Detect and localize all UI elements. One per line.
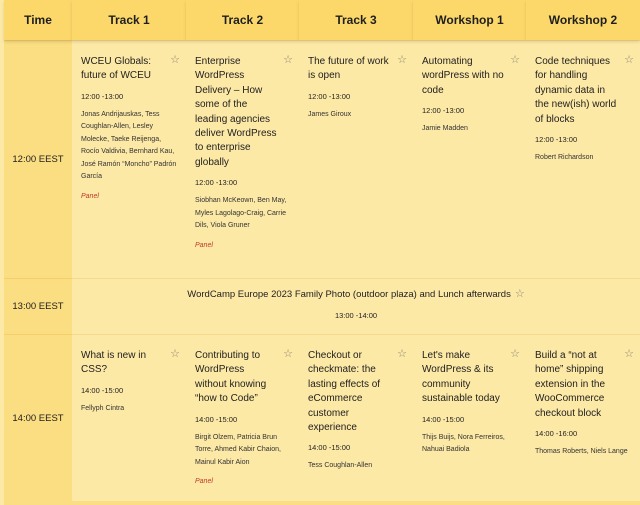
session-time: 12:00 -13:00 — [308, 91, 351, 101]
session-time: 12:00 -13:00 — [535, 135, 578, 145]
session-tag[interactable]: Panel — [195, 478, 213, 486]
session-card — [72, 334, 186, 501]
session-card — [186, 40, 299, 278]
session-title[interactable]: Code techniques for handling dynamic data in the new(ish) world of blocks — [535, 56, 617, 125]
header-workshop-1: Workshop 1 — [413, 0, 526, 40]
star-icon[interactable]: ☆ — [624, 348, 634, 360]
session-title[interactable]: Enterprise WordPress Delivery – How some of the leading agencies deliver WordPress to enterprise globally — [195, 56, 277, 168]
session-speakers: Thijs Buijs, Nora Ferreiros, Nahuai Badiola — [422, 433, 505, 454]
session-time: 12:00 -13:00 — [422, 106, 465, 116]
star-icon[interactable]: ☆ — [283, 54, 293, 66]
session-card — [72, 40, 186, 278]
session-card — [299, 334, 413, 501]
session-time: 14:00 -16:00 — [535, 429, 578, 439]
time-slot-1300: 13:00 EEST — [4, 278, 72, 334]
star-icon[interactable]: ☆ — [170, 348, 180, 360]
header-track-2: Track 2 — [186, 0, 299, 40]
star-icon[interactable]: ☆ — [514, 288, 525, 300]
session-speakers: Tess Coughlan-Allen — [308, 462, 373, 470]
session-time: 14:00 -15:00 — [81, 385, 124, 395]
session-time: 13:00 -14:00 — [334, 311, 378, 320]
session-time: 12:00 -13:00 — [195, 178, 238, 188]
header-track-3: Track 3 — [299, 0, 413, 40]
time-slot-1400: 14:00 EEST — [4, 334, 72, 501]
session-speakers: Jonas Andrijauskas, Tess Coughlan-Allen, Lesley Molecke, Taeke Reijenga, Rocío Valdivia, Bernhard Kau, José Ramón “Moncho” Padrón García — [81, 110, 177, 181]
session-time: 12:00 -13:00 — [81, 91, 124, 101]
next-row-edge — [4, 501, 640, 505]
session-title[interactable]: The future of work is open — [308, 56, 389, 82]
session-speakers: Siobhan McKeown, Ben May, Myles Lagolago-Craig, Carrie Dils, Viola Gruner — [195, 197, 287, 230]
session-speakers: James Giroux — [308, 110, 352, 118]
session-title[interactable]: Build a “not at home” shipping extension in the WooCommerce checkout block — [535, 350, 606, 419]
session-card — [186, 334, 299, 501]
session-speakers: Jamie Madden — [422, 125, 468, 133]
session-card — [526, 334, 640, 501]
session-time: 14:00 -15:00 — [195, 414, 238, 424]
header-workshop-2: Workshop 2 — [526, 0, 640, 40]
session-speakers: Thomas Roberts, Niels Lange — [535, 448, 628, 456]
session-time: 14:00 -15:00 — [308, 443, 351, 453]
star-icon[interactable]: ☆ — [283, 348, 293, 360]
session-title[interactable]: Contributing to WordPress without knowing “how to Code” — [195, 350, 267, 405]
session-card-full-width — [72, 278, 640, 334]
session-tag[interactable]: Panel — [195, 241, 213, 249]
session-title[interactable]: Let's make WordPress & its community sustainable today — [422, 350, 500, 405]
session-card — [413, 334, 526, 501]
star-icon[interactable]: ☆ — [397, 348, 407, 360]
session-card — [299, 40, 413, 278]
star-icon[interactable]: ☆ — [510, 54, 520, 66]
session-speakers: Robert Richardson — [535, 154, 594, 162]
session-time: 14:00 -15:00 — [422, 414, 465, 424]
session-card — [526, 40, 640, 278]
session-title[interactable]: WCEU Globals: future of WCEU — [81, 56, 152, 82]
session-title[interactable]: WordCamp Europe 2023 Family Photo (outdoor plaza) and Lunch afterwards — [187, 289, 511, 300]
session-title[interactable]: What is new in CSS? — [81, 350, 147, 376]
session-title[interactable]: Automating wordPress with no code — [422, 56, 504, 96]
session-tag[interactable]: Panel — [81, 192, 99, 200]
star-icon[interactable]: ☆ — [624, 54, 634, 66]
star-icon[interactable]: ☆ — [510, 348, 520, 360]
star-icon[interactable]: ☆ — [397, 54, 407, 66]
session-title[interactable]: Checkout or checkmate: the lasting effects of eCommerce customer experience — [308, 350, 381, 434]
session-speakers: Birgit Olzem, Patricia Brun Torre, Ahmed Kabir Chaion, Mainul Kabir Aion — [195, 433, 281, 466]
session-speakers: Fellyph Cintra — [81, 404, 125, 412]
star-icon[interactable]: ☆ — [170, 54, 180, 66]
schedule-grid — [4, 0, 640, 505]
session-card — [413, 40, 526, 278]
header-track-1: Track 1 — [72, 0, 186, 40]
time-slot-1200: 12:00 EEST — [4, 40, 72, 278]
header-time: Time — [4, 0, 72, 40]
